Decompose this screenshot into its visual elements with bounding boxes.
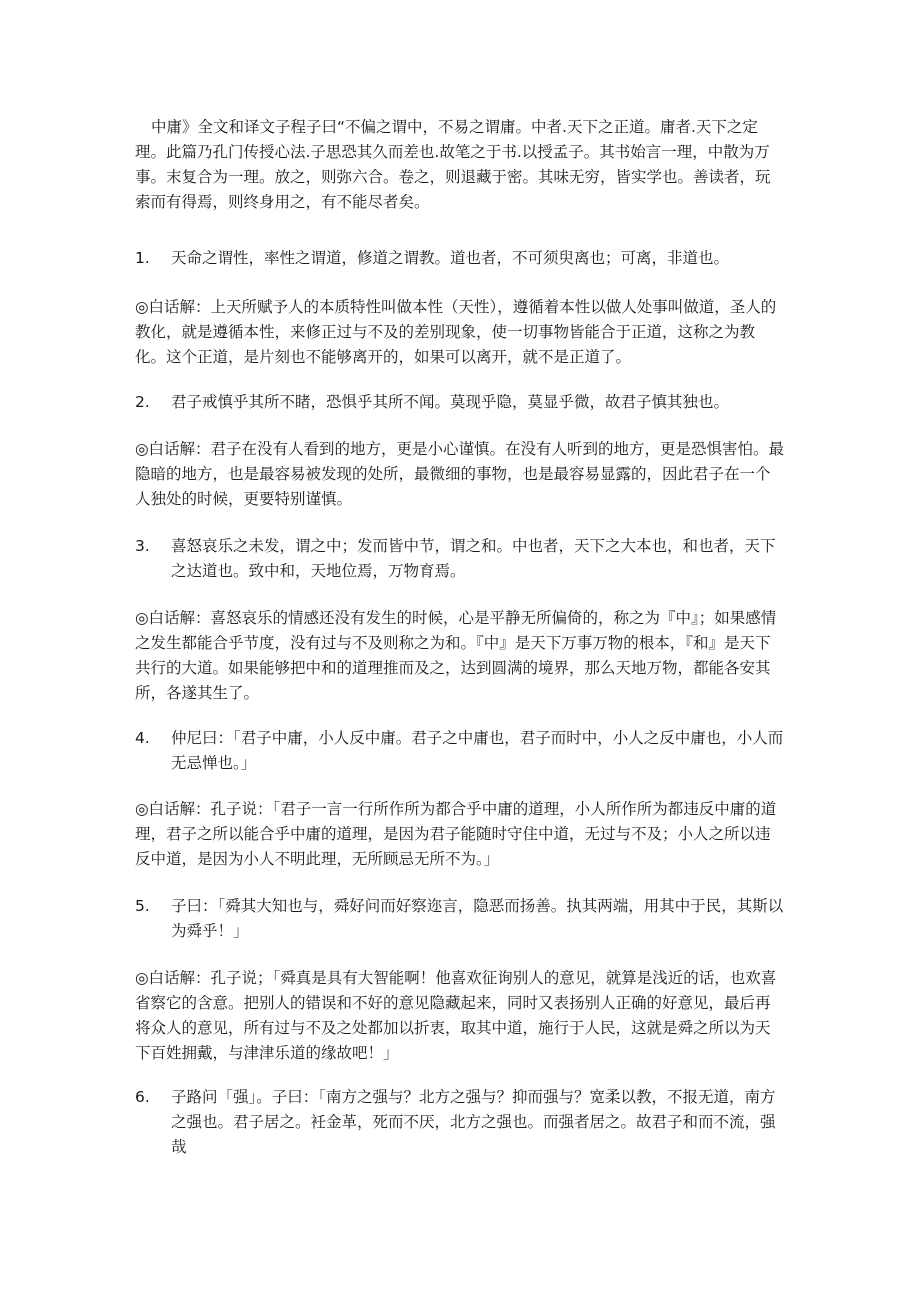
verse-number: 1. (135, 249, 150, 267)
explanation-4: ◎白话解：孔子说：「君子一言一行所作所为都合乎中庸的道理，小人所作所为都违反中庸的道理，君子之所以能合乎中庸的道理，是因为君子能随时守住中道，无过与不及；小人之所以违反中道，是因为小人不明此理，无所顾忌无所不为。」 (135, 800, 777, 868)
verse-text: 子曰：「舜其大知也与，舜好问而好察迩言，隐恶而扬善。执其两端，用其中于民，其斯以为舜乎！」 (171, 897, 784, 940)
explanation-2: ◎白话解：君子在没有人看到的地方，更是小心谨慎。在没有人听到的地方，更是恐惧害怕。最隐暗的地方，也是最容易被发现的处所，最微细的事物，也是最容易显露的，因此君子在一个人独处的时候，更要特别谨慎。 (135, 440, 785, 508)
verse-1 (135, 246, 785, 271)
explanation-3: ◎白话解：喜怒哀乐的情感还没有发生的时候，心是平静无所偏倚的，称之为『中』；如果感情之发生都能合乎节度，没有过与不及则称之为和。『中』是天下万事万物的根本，『和』是天下共行的大道。如果能够把中和的道理推而及之，达到圆满的境界，那么天地万物，都能各安其所，各遂其生了。 (135, 609, 777, 702)
verse-3 (135, 534, 785, 584)
intro-paragraph: 中庸》全文和译文子程子曰“不偏之谓中，不易之谓庸。中者.天下之正道。庸者.天下之定理。此篇乃孔门传授心法.子思恐其久而差也.故笔之于书.以授孟子。其书始言一理，中散为万事。末复合为一理。放之，则弥六合。卷之，则退藏于密。其味无穷，皆实学也。善读者，玩索而有得焉，则终身用之，有不能尽者矣。 (135, 118, 771, 211)
verse-4 (135, 726, 785, 776)
verse-5 (135, 894, 785, 944)
verse-number: 2. (135, 393, 150, 411)
verse-text: 喜怒哀乐之未发，谓之中；发而皆中节，谓之和。中也者，天下之大本也，和也者，天下之达道也。致中和，天地位焉，万物育焉。 (171, 537, 776, 580)
verse-text: 子路问「强」。子曰：「南方之强与？北方之强与？抑而强与？宽柔以教，不报无道，南方之强也。君子居之。衽金革，死而不厌，北方之强也。而强者居之。故君子和而不流，强哉 (171, 1088, 776, 1156)
verse-number: 5. (135, 897, 150, 915)
verse-number: 3. (135, 537, 150, 555)
verse-text: 君子戒慎乎其所不睹，恐惧乎其所不闻。莫现乎隐，莫显乎微，故君子慎其独也。 (171, 393, 730, 411)
verse-number: 4. (135, 729, 150, 747)
verse-text: 天命之谓性，率性之谓道，修道之谓教。道也者，不可须臾离也；可离，非道也。 (171, 249, 730, 267)
verse-text: 仲尼曰：「君子中庸，小人反中庸。君子之中庸也，君子而时中，小人之反中庸也，小人而无忌惮也。」 (171, 729, 784, 772)
explanation-5: ◎白话解：孔子说；「舜真是具有大智能啊！他喜欢征询别人的意见，就算是浅近的话，也欢喜省察它的含意。把别人的错误和不好的意见隐藏起来，同时又表扬别人正确的好意见，最后再将众人的意见，所有过与不及之处都加以折衷，取其中道，施行于人民，这就是舜之所以为天下百姓拥戴，与津津乐道的缘故吧！」 (135, 969, 777, 1062)
verse-6 (135, 1085, 785, 1160)
verse-number: 6. (135, 1088, 150, 1106)
explanation-1: ◎白话解：上天所赋予人的本质特性叫做本性（天性），遵循着本性以做人处事叫做道，圣人的教化，就是遵循本性，来修正过与不及的差别现象，使一切事物皆能合于正道，这称之为教化。这个正道，是片刻也不能够离开的，如果可以离开，就不是正道了。 (135, 298, 777, 366)
verse-2 (135, 390, 785, 415)
